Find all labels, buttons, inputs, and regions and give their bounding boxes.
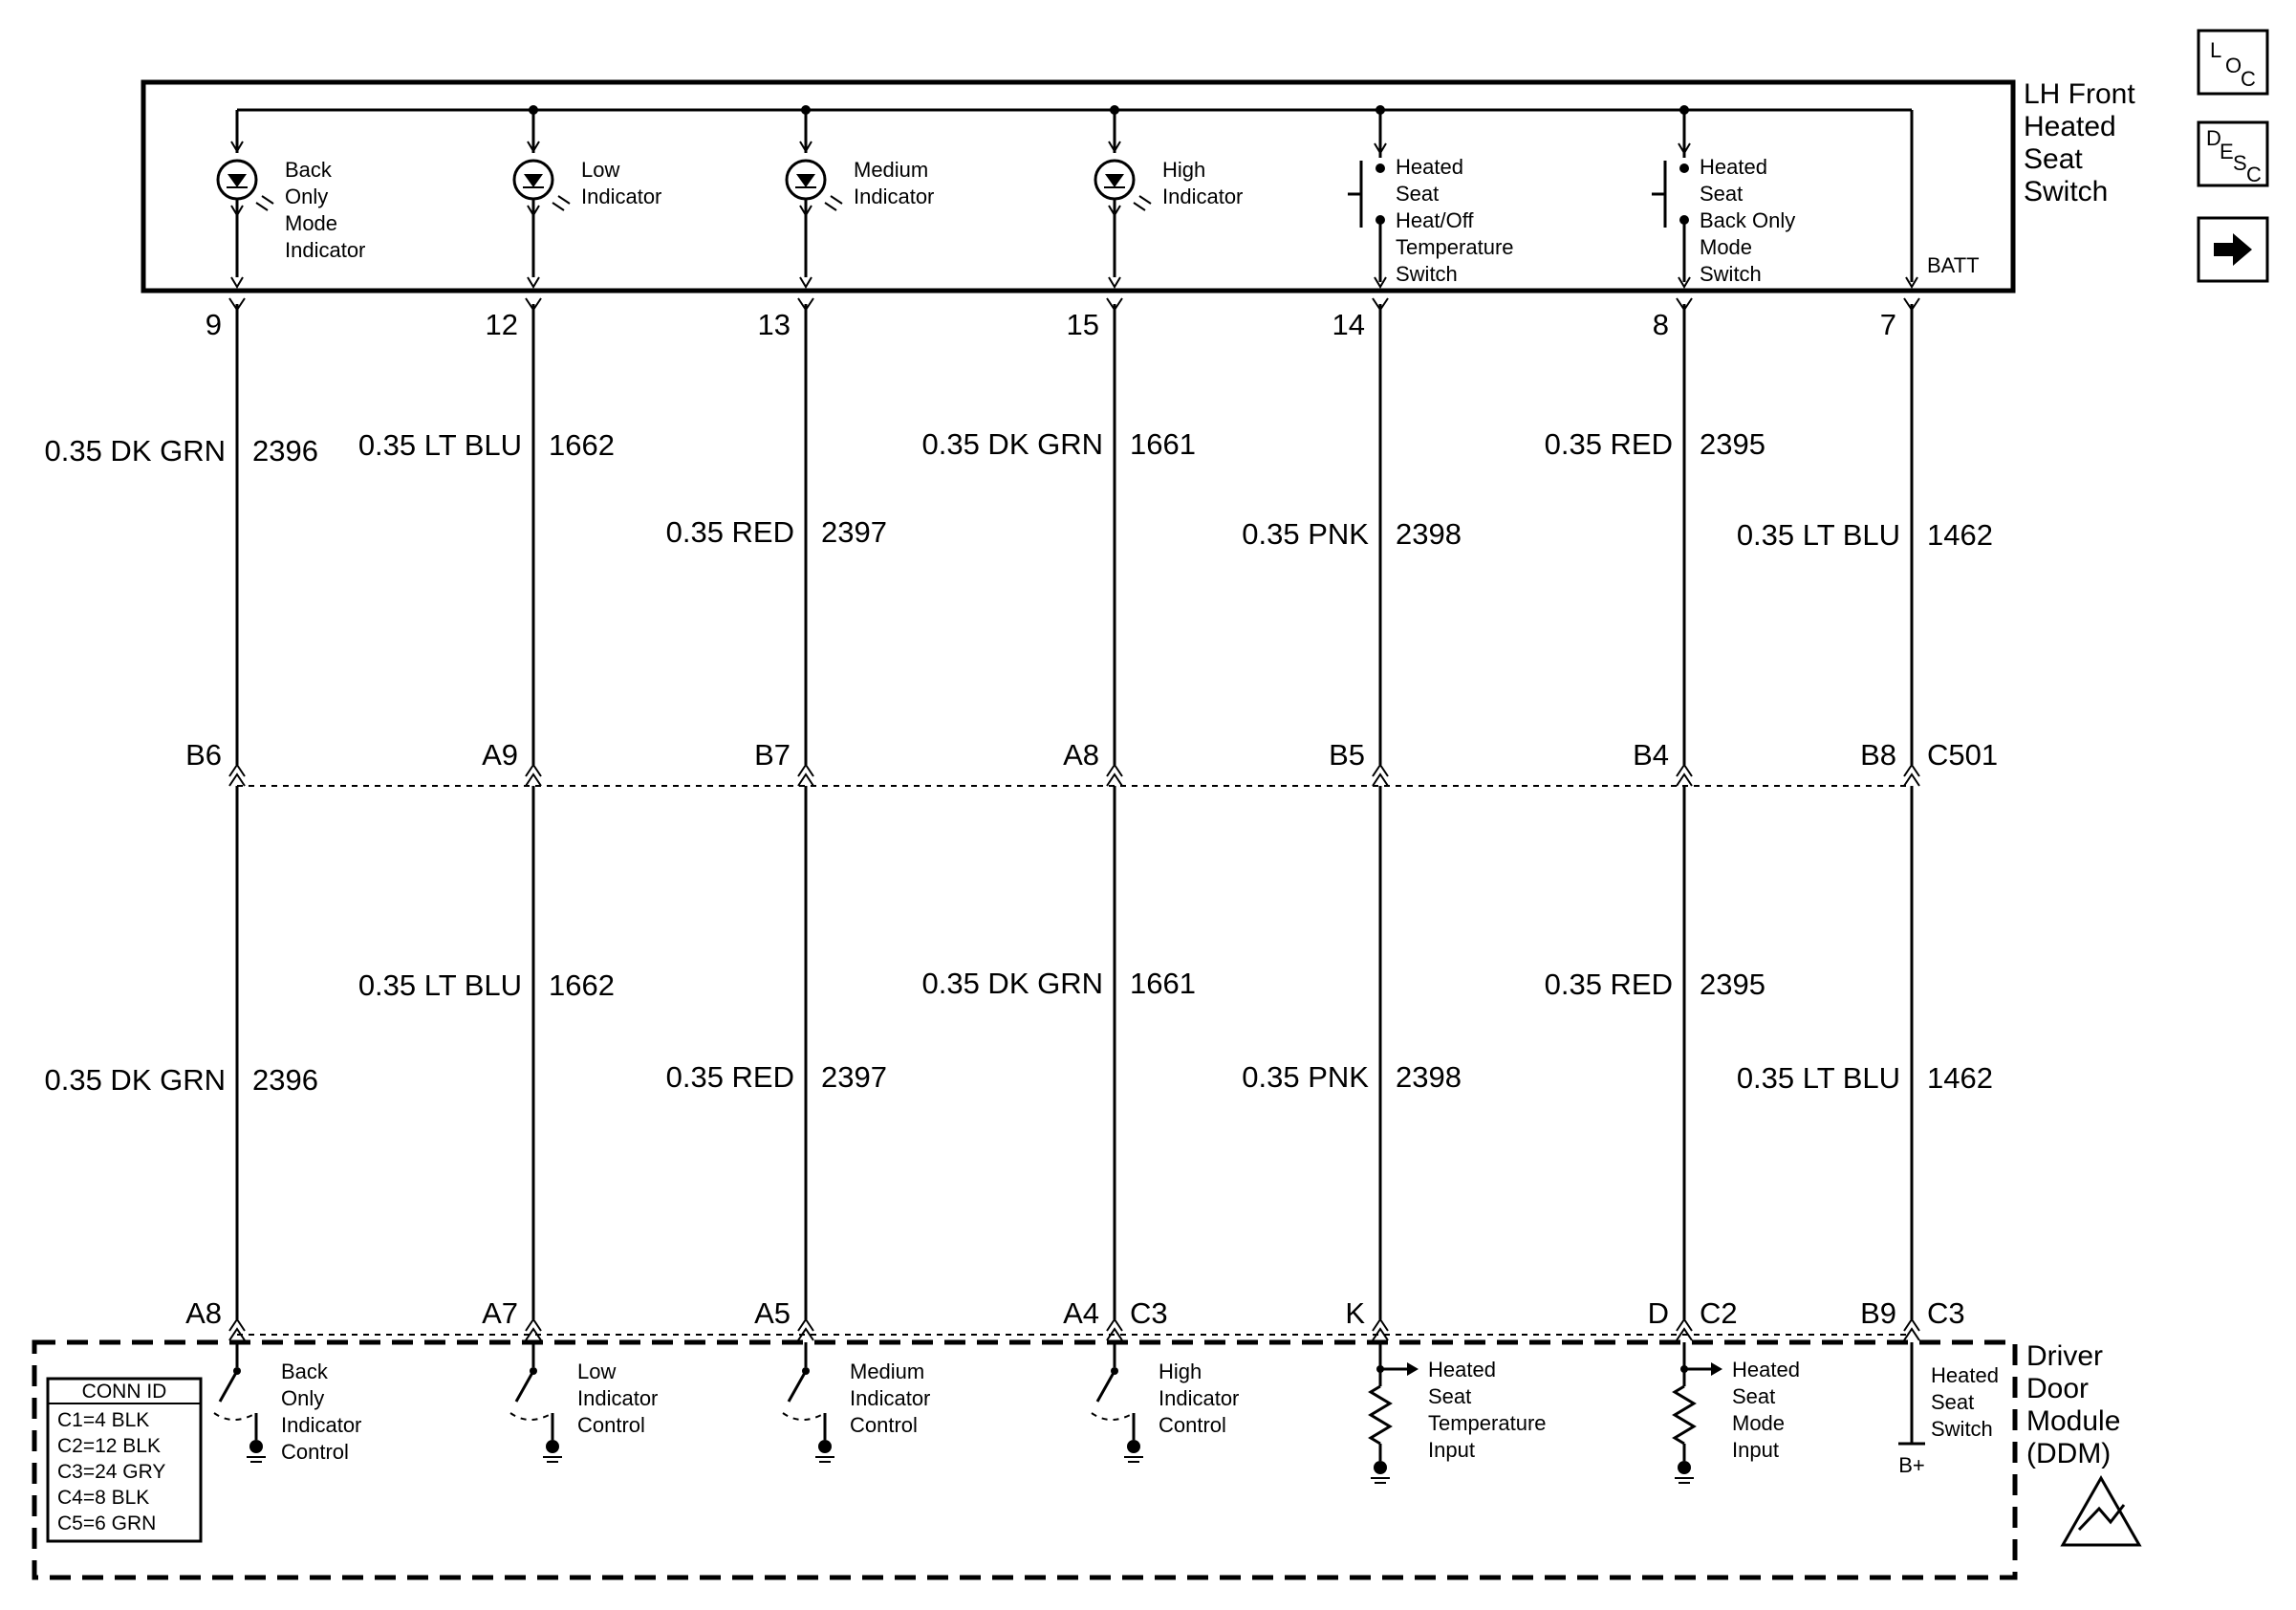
top-pin-number: 9 — [205, 308, 222, 341]
wire-color-upper: 0.35 RED — [665, 515, 794, 549]
circuit-number-upper: 1462 — [1927, 518, 1993, 552]
top-item-3 — [787, 110, 934, 287]
loc-letter: L — [2210, 38, 2222, 62]
circuit-number-upper: 1662 — [549, 428, 615, 462]
top-component-name: LH Front — [2024, 78, 2135, 110]
driver-label: Indicator — [577, 1386, 659, 1410]
inline-terminal — [1373, 774, 1388, 786]
top-item-1 — [218, 110, 365, 287]
wire-color-lower: 0.35 LT BLU — [1736, 1061, 1900, 1095]
driver-label: Indicator — [1159, 1386, 1240, 1410]
driver-label: Indicator — [281, 1413, 362, 1437]
indicator-label: Back — [285, 158, 332, 182]
inline-pin: B5 — [1329, 738, 1365, 772]
top-pin-number: 13 — [757, 308, 791, 341]
driver-link — [783, 1413, 825, 1420]
bottom-component-name: Module — [2026, 1405, 2121, 1437]
bottom-pin: A8 — [185, 1296, 222, 1330]
led-diode — [1105, 174, 1124, 187]
switch-label: Temperature — [1396, 235, 1514, 259]
ground-icon — [546, 1440, 559, 1453]
switch-label: Heated — [1396, 155, 1463, 179]
bottom-terminal — [1904, 1329, 1919, 1340]
bottom-item-2 — [510, 1342, 658, 1462]
loc-icon — [2199, 31, 2267, 94]
switch-contact — [1375, 163, 1385, 173]
inline-pin: B6 — [185, 738, 222, 772]
bottom-pin: B9 — [1860, 1296, 1896, 1330]
inline-pin: A9 — [482, 738, 518, 772]
circuit-1661 — [921, 298, 1195, 1340]
bottom-pin: K — [1345, 1296, 1365, 1330]
inline-pin: B8 — [1860, 738, 1896, 772]
driver-switch-icon — [789, 1371, 806, 1402]
bottom-connector: C3 — [1130, 1296, 1168, 1330]
indicator-label: Indicator — [854, 185, 935, 208]
light-rays-icon — [552, 196, 570, 210]
top-pin-number: 14 — [1332, 308, 1365, 341]
light-rays-icon — [825, 196, 842, 210]
wire-color-lower: 0.35 DK GRN — [921, 967, 1103, 1000]
circuit-number-lower: 1662 — [549, 968, 615, 1002]
resistor-icon — [1675, 1386, 1694, 1444]
bottom-pin: D — [1647, 1296, 1669, 1330]
desc-letter: C — [2246, 163, 2262, 186]
indicator-label: Medium — [854, 158, 929, 182]
top-component-name: Heated — [2024, 111, 2116, 142]
wire-color-lower: 0.35 DK GRN — [44, 1063, 226, 1097]
supply-item-label: Heated — [1931, 1363, 1999, 1387]
driver-label: Indicator — [850, 1386, 931, 1410]
inline-terminal — [1904, 774, 1919, 786]
indicator-label: Indicator — [285, 238, 366, 262]
loc-letter: C — [2241, 67, 2256, 91]
circuit-1462 — [1737, 298, 1993, 1340]
wire-color-lower: 0.35 PNK — [1242, 1060, 1369, 1094]
top-pin-number: 12 — [485, 308, 518, 341]
switch-label: Back Only — [1700, 208, 1796, 232]
desc-letter: S — [2233, 151, 2247, 175]
wire-color-lower: 0.35 RED — [1544, 968, 1673, 1001]
top-component-name: Seat — [2024, 143, 2083, 175]
driver-label: Medium — [850, 1360, 925, 1383]
desc-letter: D — [2206, 126, 2221, 150]
input-label: Temperature — [1428, 1411, 1547, 1435]
conn-id-row: C1=4 BLK — [57, 1409, 150, 1431]
driver-switch-icon — [516, 1371, 533, 1402]
wire-color-lower: 0.35 LT BLU — [357, 968, 522, 1002]
driver-link — [1092, 1413, 1134, 1420]
top-item-4 — [1095, 110, 1243, 287]
ground-icon — [249, 1440, 263, 1453]
driver-switch-icon — [1097, 1371, 1115, 1402]
conn-id-row: C3=24 GRY — [57, 1461, 166, 1483]
top-item-7 — [1906, 110, 1980, 287]
wire-color-lower: 0.35 RED — [665, 1060, 794, 1094]
pin-arrow — [800, 277, 812, 287]
supply-item-label: Switch — [1931, 1417, 1993, 1441]
conn-id-title: CONN ID — [81, 1381, 167, 1403]
inline-terminal — [526, 774, 541, 786]
input-label: Seat — [1732, 1384, 1776, 1408]
inline-pin: B4 — [1633, 738, 1669, 772]
top-component-name: Switch — [2024, 176, 2109, 207]
nav-icons — [2199, 31, 2267, 281]
switch-label: Heat/Off — [1396, 208, 1474, 232]
bottom-pin: A7 — [482, 1296, 518, 1330]
desc-letter: E — [2220, 140, 2234, 163]
bottom-item-3 — [783, 1342, 930, 1462]
bottom-connector: C2 — [1700, 1296, 1738, 1330]
indicator-label: Mode — [285, 211, 338, 235]
ground-icon — [1374, 1461, 1387, 1474]
circuit-number-upper: 1661 — [1130, 427, 1196, 461]
indicator-label: High — [1162, 158, 1206, 182]
driver-label: Control — [281, 1440, 349, 1464]
driver-label: Low — [577, 1360, 617, 1383]
input-label: Input — [1428, 1438, 1475, 1462]
pin-arrow — [231, 277, 243, 287]
circuit-2397 — [666, 298, 887, 1340]
switch-label: Switch — [1700, 262, 1762, 286]
inline-terminal — [229, 774, 245, 786]
bottom-component-name: Door — [2026, 1373, 2090, 1404]
wire-color-upper: 0.35 LT BLU — [357, 428, 522, 462]
light-rays-icon — [256, 196, 273, 210]
circuit-1662 — [358, 298, 615, 1340]
switch-label: Seat — [1700, 182, 1744, 206]
conn-id-table — [48, 1379, 201, 1541]
driver-label: Control — [850, 1413, 918, 1437]
circuit-number-upper: 2395 — [1700, 427, 1765, 461]
input-arrow-icon — [1711, 1362, 1722, 1376]
top-pin-number: 8 — [1652, 308, 1669, 341]
inline-terminal — [1107, 774, 1122, 786]
supply-item-label: Seat — [1931, 1390, 1975, 1414]
batt-label: BATT — [1927, 253, 1980, 277]
input-arrow-icon — [1407, 1362, 1419, 1376]
driver-link — [510, 1413, 552, 1420]
inline-connector-name: C501 — [1927, 738, 1999, 772]
switch-label: Switch — [1396, 262, 1458, 286]
indicator-label: Low — [581, 158, 620, 182]
circuit-number-lower: 2396 — [252, 1063, 318, 1097]
loc-letter: O — [2225, 54, 2242, 77]
resistor-icon — [1371, 1386, 1390, 1444]
top-pin-number: 15 — [1066, 308, 1099, 341]
bottom-pin: A4 — [1063, 1296, 1099, 1330]
conn-id-row: C2=12 BLK — [57, 1435, 161, 1457]
bottom-item-6 — [1675, 1342, 1800, 1483]
circuit-number-lower: 2395 — [1700, 968, 1765, 1001]
desc-icon — [2199, 122, 2267, 186]
indicator-label: Indicator — [581, 185, 662, 208]
wire-color-upper: 0.35 DK GRN — [921, 427, 1103, 461]
switch-label: Seat — [1396, 182, 1440, 206]
next-arrow-icon — [2199, 218, 2267, 281]
circuit-2395 — [1545, 298, 1765, 1340]
input-label: Heated — [1732, 1358, 1800, 1382]
bottom-item-5 — [1371, 1342, 1547, 1483]
driver-label: Back — [281, 1360, 328, 1383]
pin-arrow — [1109, 277, 1120, 287]
driver-link — [214, 1413, 256, 1420]
driver-label: High — [1159, 1360, 1202, 1383]
bottom-component-name: (DDM) — [2026, 1438, 2112, 1469]
ground-icon — [818, 1440, 832, 1453]
input-label: Mode — [1732, 1411, 1786, 1435]
circuit-number-lower: 1462 — [1927, 1061, 1993, 1095]
supply-label: B+ — [1898, 1453, 1925, 1477]
wire-color-upper: 0.35 DK GRN — [44, 434, 226, 468]
pin-arrow — [528, 277, 539, 287]
wire-color-upper: 0.35 RED — [1544, 427, 1673, 461]
esd-warning-icon — [2063, 1478, 2139, 1545]
input-label: Seat — [1428, 1384, 1472, 1408]
inline-terminal — [1677, 774, 1692, 786]
switch-label: Mode — [1700, 235, 1753, 259]
circuit-number-lower: 1661 — [1130, 967, 1196, 1000]
driver-switch-icon — [220, 1371, 237, 1402]
inline-pin: B7 — [754, 738, 791, 772]
switch-contact — [1679, 163, 1689, 173]
inline-terminal — [798, 774, 813, 786]
bottom-component-name: Driver — [2026, 1340, 2103, 1372]
circuit-number-lower: 2397 — [821, 1060, 887, 1094]
top-item-6 — [1652, 110, 1795, 287]
top-pin-number: 7 — [1879, 308, 1896, 341]
circuit-2398 — [1242, 298, 1462, 1340]
circuit-number-upper: 2398 — [1396, 517, 1462, 551]
arrow-shape — [2214, 233, 2252, 266]
driver-label: Control — [1159, 1413, 1226, 1437]
circuit-2396 — [44, 298, 317, 1340]
bottom-connector: C3 — [1927, 1296, 1965, 1330]
input-label: Input — [1732, 1438, 1779, 1462]
indicator-label: Indicator — [1162, 185, 1244, 208]
input-label: Heated — [1428, 1358, 1496, 1382]
driver-label: Only — [281, 1386, 325, 1410]
led-diode — [796, 174, 815, 187]
conn-id-row: C5=6 GRN — [57, 1512, 157, 1534]
inline-pin: A8 — [1063, 738, 1099, 772]
top-component — [143, 78, 2135, 291]
bottom-item-4 — [1092, 1342, 1239, 1462]
light-rays-icon — [1134, 196, 1151, 210]
led-diode — [227, 174, 247, 187]
wire-color-upper: 0.35 LT BLU — [1736, 518, 1900, 552]
conn-id-row: C4=8 BLK — [57, 1487, 150, 1509]
switch-label: Heated — [1700, 155, 1767, 179]
top-item-5 — [1348, 110, 1514, 287]
bottom-pin: A5 — [754, 1296, 791, 1330]
bottom-item-7 — [1898, 1342, 1999, 1477]
driver-label: Control — [577, 1413, 645, 1437]
circuit-number-upper: 2397 — [821, 515, 887, 549]
ground-icon — [1127, 1440, 1140, 1453]
led-diode — [524, 174, 543, 187]
top-item-2 — [514, 110, 661, 287]
bottom-item-1 — [214, 1342, 361, 1464]
indicator-label: Only — [285, 185, 329, 208]
circuit-number-lower: 2398 — [1396, 1060, 1462, 1094]
bottom-component — [34, 1340, 2139, 1577]
circuit-number-upper: 2396 — [252, 434, 318, 468]
wire-color-upper: 0.35 PNK — [1242, 517, 1369, 551]
ground-icon — [1678, 1461, 1691, 1474]
